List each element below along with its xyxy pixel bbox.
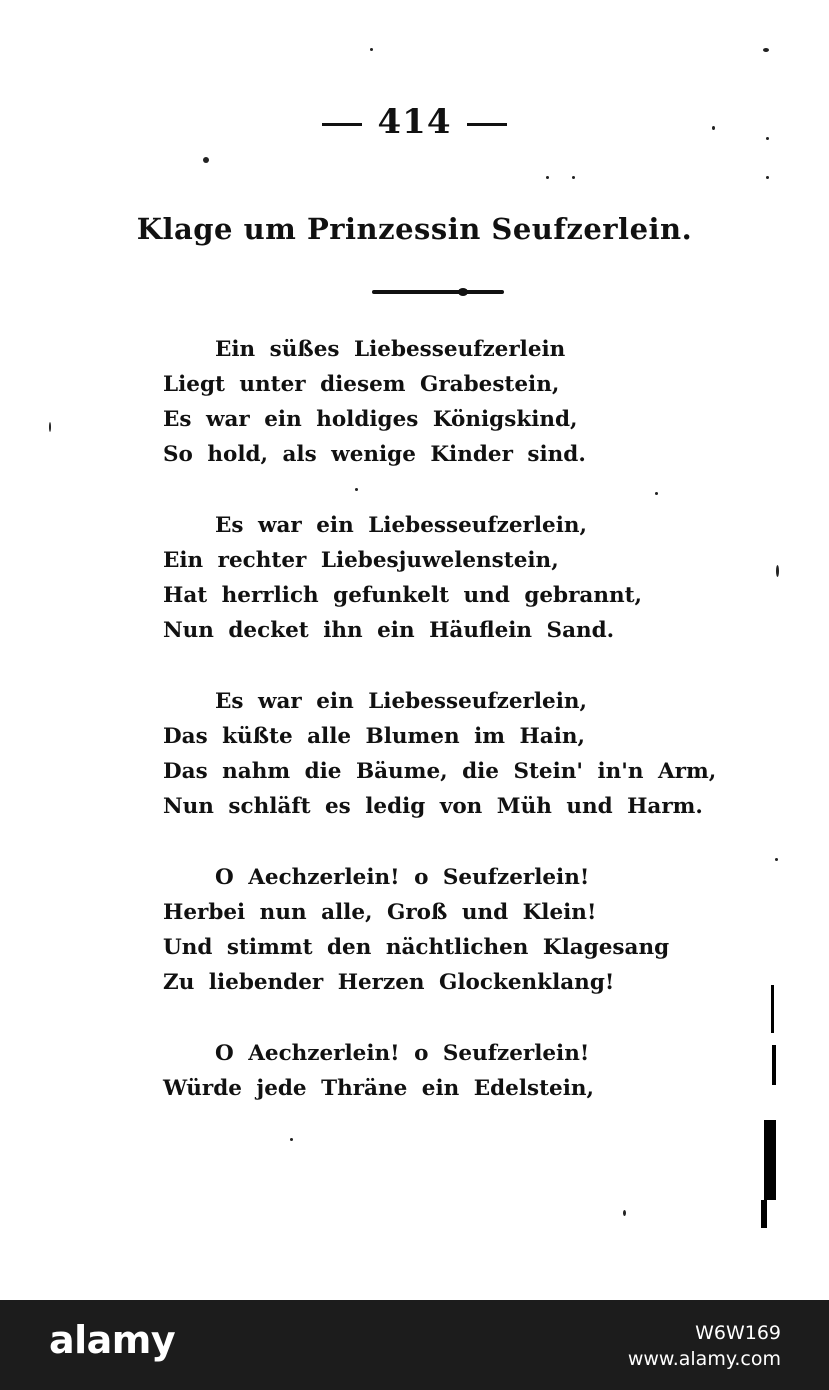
verse-line: So hold, als wenige Kinder sind. xyxy=(163,442,586,467)
scan-speck xyxy=(766,137,769,140)
scan-speck xyxy=(763,48,769,52)
verse-line: Das nahm die Bäume, die Stein' in'n Arm, xyxy=(163,759,717,784)
stanza xyxy=(163,1036,723,1106)
scan-speck xyxy=(766,176,769,179)
page-edge-shadow xyxy=(764,1120,776,1200)
stanza xyxy=(163,508,723,648)
verse-line: Nun decket ihn ein Häuflein Sand. xyxy=(163,618,615,643)
page-edge-shadow xyxy=(761,1200,767,1228)
scan-speck xyxy=(776,565,779,577)
alamy-logo: alamy xyxy=(49,1318,176,1362)
scan-speck xyxy=(572,176,575,179)
scan-speck xyxy=(546,176,549,179)
watermark-url: www.alamy.com xyxy=(627,1348,781,1370)
scan-speck xyxy=(655,492,658,495)
page-edge-shadow xyxy=(771,985,774,1033)
verse-line: Es war ein Liebesseufzerlein, xyxy=(215,689,587,714)
scan-speck xyxy=(370,48,373,51)
header-dash-right xyxy=(467,123,507,126)
stanza xyxy=(163,684,723,824)
verse-line: Und stimmt den nächtlichen Klagesang xyxy=(163,935,670,960)
header-dash-left xyxy=(322,123,362,126)
scan-speck xyxy=(49,422,51,432)
verse-line: Es war ein Liebesseufzerlein, xyxy=(215,513,587,538)
scan-speck xyxy=(712,126,715,130)
page-header xyxy=(0,102,829,142)
poem-body xyxy=(163,332,723,1142)
page-edge-shadow xyxy=(772,1045,776,1085)
scan-speck xyxy=(290,1138,293,1141)
image-id: W6W169 xyxy=(695,1322,781,1344)
verse-line: Es war ein holdiges Königskind, xyxy=(163,407,578,432)
page-number: 414 xyxy=(377,102,452,142)
verse-line: Herbei nun alle, Groß und Klein! xyxy=(163,900,597,925)
verse-line: Zu liebender Herzen Glockenklang! xyxy=(163,970,615,995)
stanza xyxy=(163,332,723,472)
verse-line: Liegt unter diesem Grabestein, xyxy=(163,372,560,397)
verse-line: Ein rechter Liebesjuwelenstein, xyxy=(163,548,559,573)
image-reference xyxy=(628,1320,781,1372)
verse-line: Ein süßes Liebesseufzerlein xyxy=(215,337,566,362)
scan-speck xyxy=(623,1210,626,1216)
ornamental-rule xyxy=(372,290,504,294)
poem-title: Klage um Prinzessin Seufzerlein. xyxy=(136,212,693,246)
verse-line: Würde jede Thräne ein Edelstein, xyxy=(163,1076,594,1101)
scan-speck xyxy=(203,157,209,163)
verse-line: O Aechzerlein! o Seufzerlein! xyxy=(215,1041,590,1066)
stanza xyxy=(163,860,723,1000)
scan-speck xyxy=(775,858,778,861)
verse-line: O Aechzerlein! o Seufzerlein! xyxy=(215,865,590,890)
scan-speck xyxy=(355,488,358,491)
verse-line: Das küßte alle Blumen im Hain, xyxy=(163,724,585,749)
verse-line: Nun schläft es ledig von Müh und Harm. xyxy=(163,794,703,819)
verse-line: Hat herrlich gefunkelt und gebrannt, xyxy=(163,583,643,608)
